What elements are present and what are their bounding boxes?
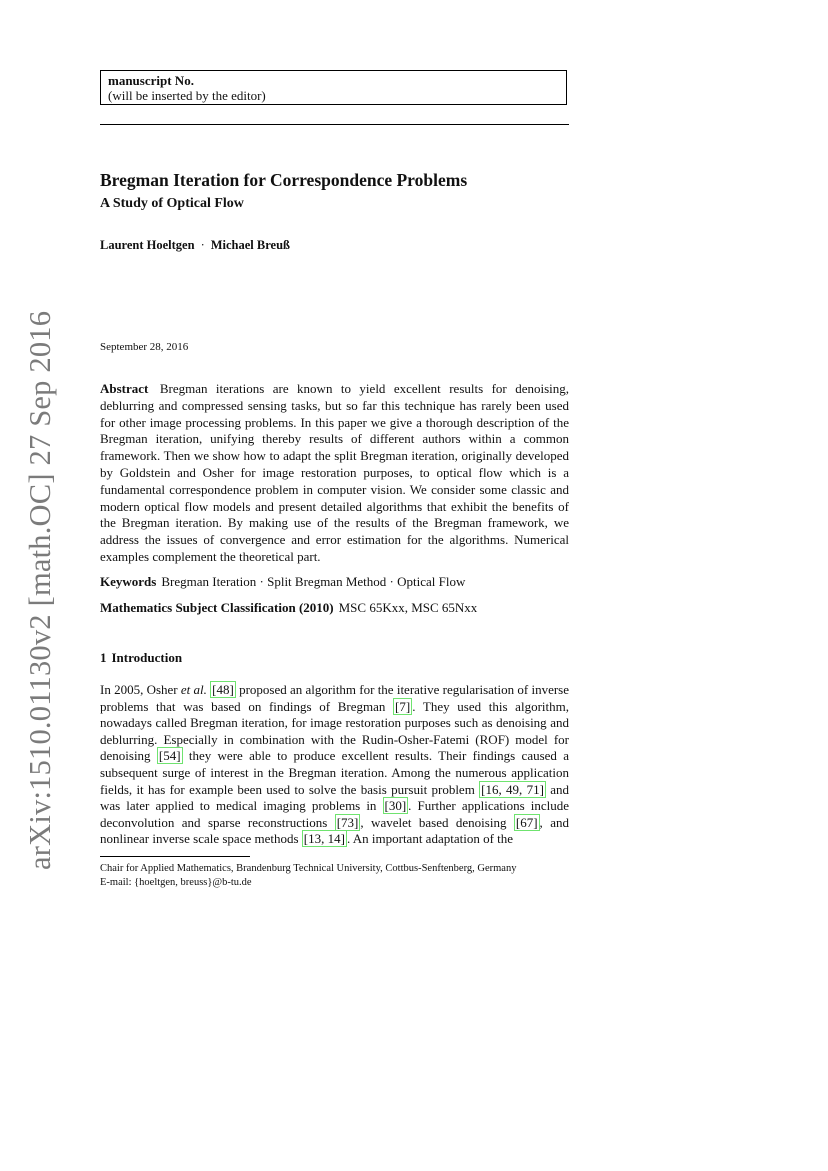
intro-text: . They used this algorithm, nowadays called Bregman iteration, for image restoration purposes such as denoising and deblurring. Especially in combination with the Rudin-Osher-Fatemi (ROF) model for denoising <box>100 698 569 764</box>
citation-link[interactable]: [7] <box>395 698 411 714</box>
abstract-text: Bregman iterations are known to yield excellent results for denoising, deblurring and compressed sensing tasks, but so far this technique has rarely been used for other image processing problems. In this paper we give a thorough description of the Bregman iteration, unifying thereby results of different authors within a common framework. Then we show how to adapt the split Bregman iteration, originally developed by Goldstein and Osher for image restoration purposes, to optical flow which is a fundamental correspondence problem in computer vision. We consider some classic and modern optical flow models and present detailed algorithms that exhibit the benefits of the Bregman iteration. By making use of the results of the Bregman framework, we address the issues of convergence and error estimation for the algorithms. Numerical examples complement the theoretical part. <box>100 381 570 564</box>
citation-link[interactable]: [48] <box>212 682 234 697</box>
abstract-paragraph <box>100 381 569 566</box>
paper-title: Bregman Iteration for Correspondence Problems <box>100 170 468 190</box>
citation-link[interactable]: [16, 49, 71] <box>481 781 544 797</box>
affiliation-footnote <box>100 862 516 890</box>
section-heading <box>100 650 182 666</box>
intro-text: they were able to produce excellent results. Their findings caused a subsequent surge of interest in the Bregman iteration. Among the numerous application fields, it has for example been used to solve the basis pursuit problem <box>100 748 570 797</box>
intro-text: and was later applied to medical imaging problems in <box>100 781 569 814</box>
abstract-label: Abstract <box>100 381 149 396</box>
citation-link[interactable]: [54] <box>158 748 181 764</box>
email-text[interactable]: E-mail: {hoeltgen, breuss}@b-tu.de <box>100 877 252 888</box>
intro-emphasis: et al. <box>180 682 207 697</box>
msc-label: Mathematics Subject Classification (2010) <box>100 600 334 615</box>
arxiv-sidebar-stamp[interactable]: arXiv:1510.01130v2 [math.OC] 27 Sep 2016 <box>23 310 57 870</box>
paper-subtitle: A Study of Optical Flow <box>100 196 244 211</box>
intro-text: proposed an algorithm for the iterative regularisation of inverse problems that was based on findings of Bregman <box>100 682 570 714</box>
keywords-text: Bregman Iteration · Split Bregman Method · Optical Flow <box>161 574 466 589</box>
manuscript-label: manuscript No. <box>108 73 194 88</box>
citation-link[interactable]: [67] <box>515 814 538 830</box>
intro-text: , and nonlinear inverse scale space methods <box>100 814 569 847</box>
introduction-paragraph <box>100 682 569 848</box>
intro-text: . An important adaptation of the <box>346 831 514 847</box>
msc-line <box>100 600 477 616</box>
affiliation-text: Chair for Applied Mathematics, Brandenburg Technical University, Cottbus-Senftenberg, Germany <box>100 863 517 874</box>
intro-text: In 2005, Osher <box>100 682 181 697</box>
section-number: 1 <box>100 650 107 665</box>
header-rule <box>100 124 569 125</box>
section-title: Introduction <box>111 650 183 665</box>
keywords-label: Keywords <box>100 574 157 589</box>
footnote-rule <box>100 856 250 857</box>
citation-link[interactable]: [73] <box>336 814 359 830</box>
author-name: Laurent Hoeltgen <box>100 238 195 252</box>
intro-text: , wavelet based denoising <box>360 814 514 830</box>
paper-date: September 28, 2016 <box>100 341 189 353</box>
manuscript-number-box <box>100 70 567 105</box>
author-name: Michael Breuß <box>210 238 291 252</box>
author-separator: · <box>200 238 205 252</box>
keywords-line <box>100 574 465 590</box>
citation-link[interactable]: [13, 14] <box>303 831 345 847</box>
msc-text: MSC 65Kxx, MSC 65Nxx <box>338 600 478 615</box>
citation-link[interactable]: [30] <box>384 798 407 814</box>
author-list <box>100 238 290 253</box>
intro-text: . Further applications include deconvolution and sparse reconstructions <box>100 798 569 830</box>
manuscript-note: (will be inserted by the editor) <box>108 88 266 103</box>
